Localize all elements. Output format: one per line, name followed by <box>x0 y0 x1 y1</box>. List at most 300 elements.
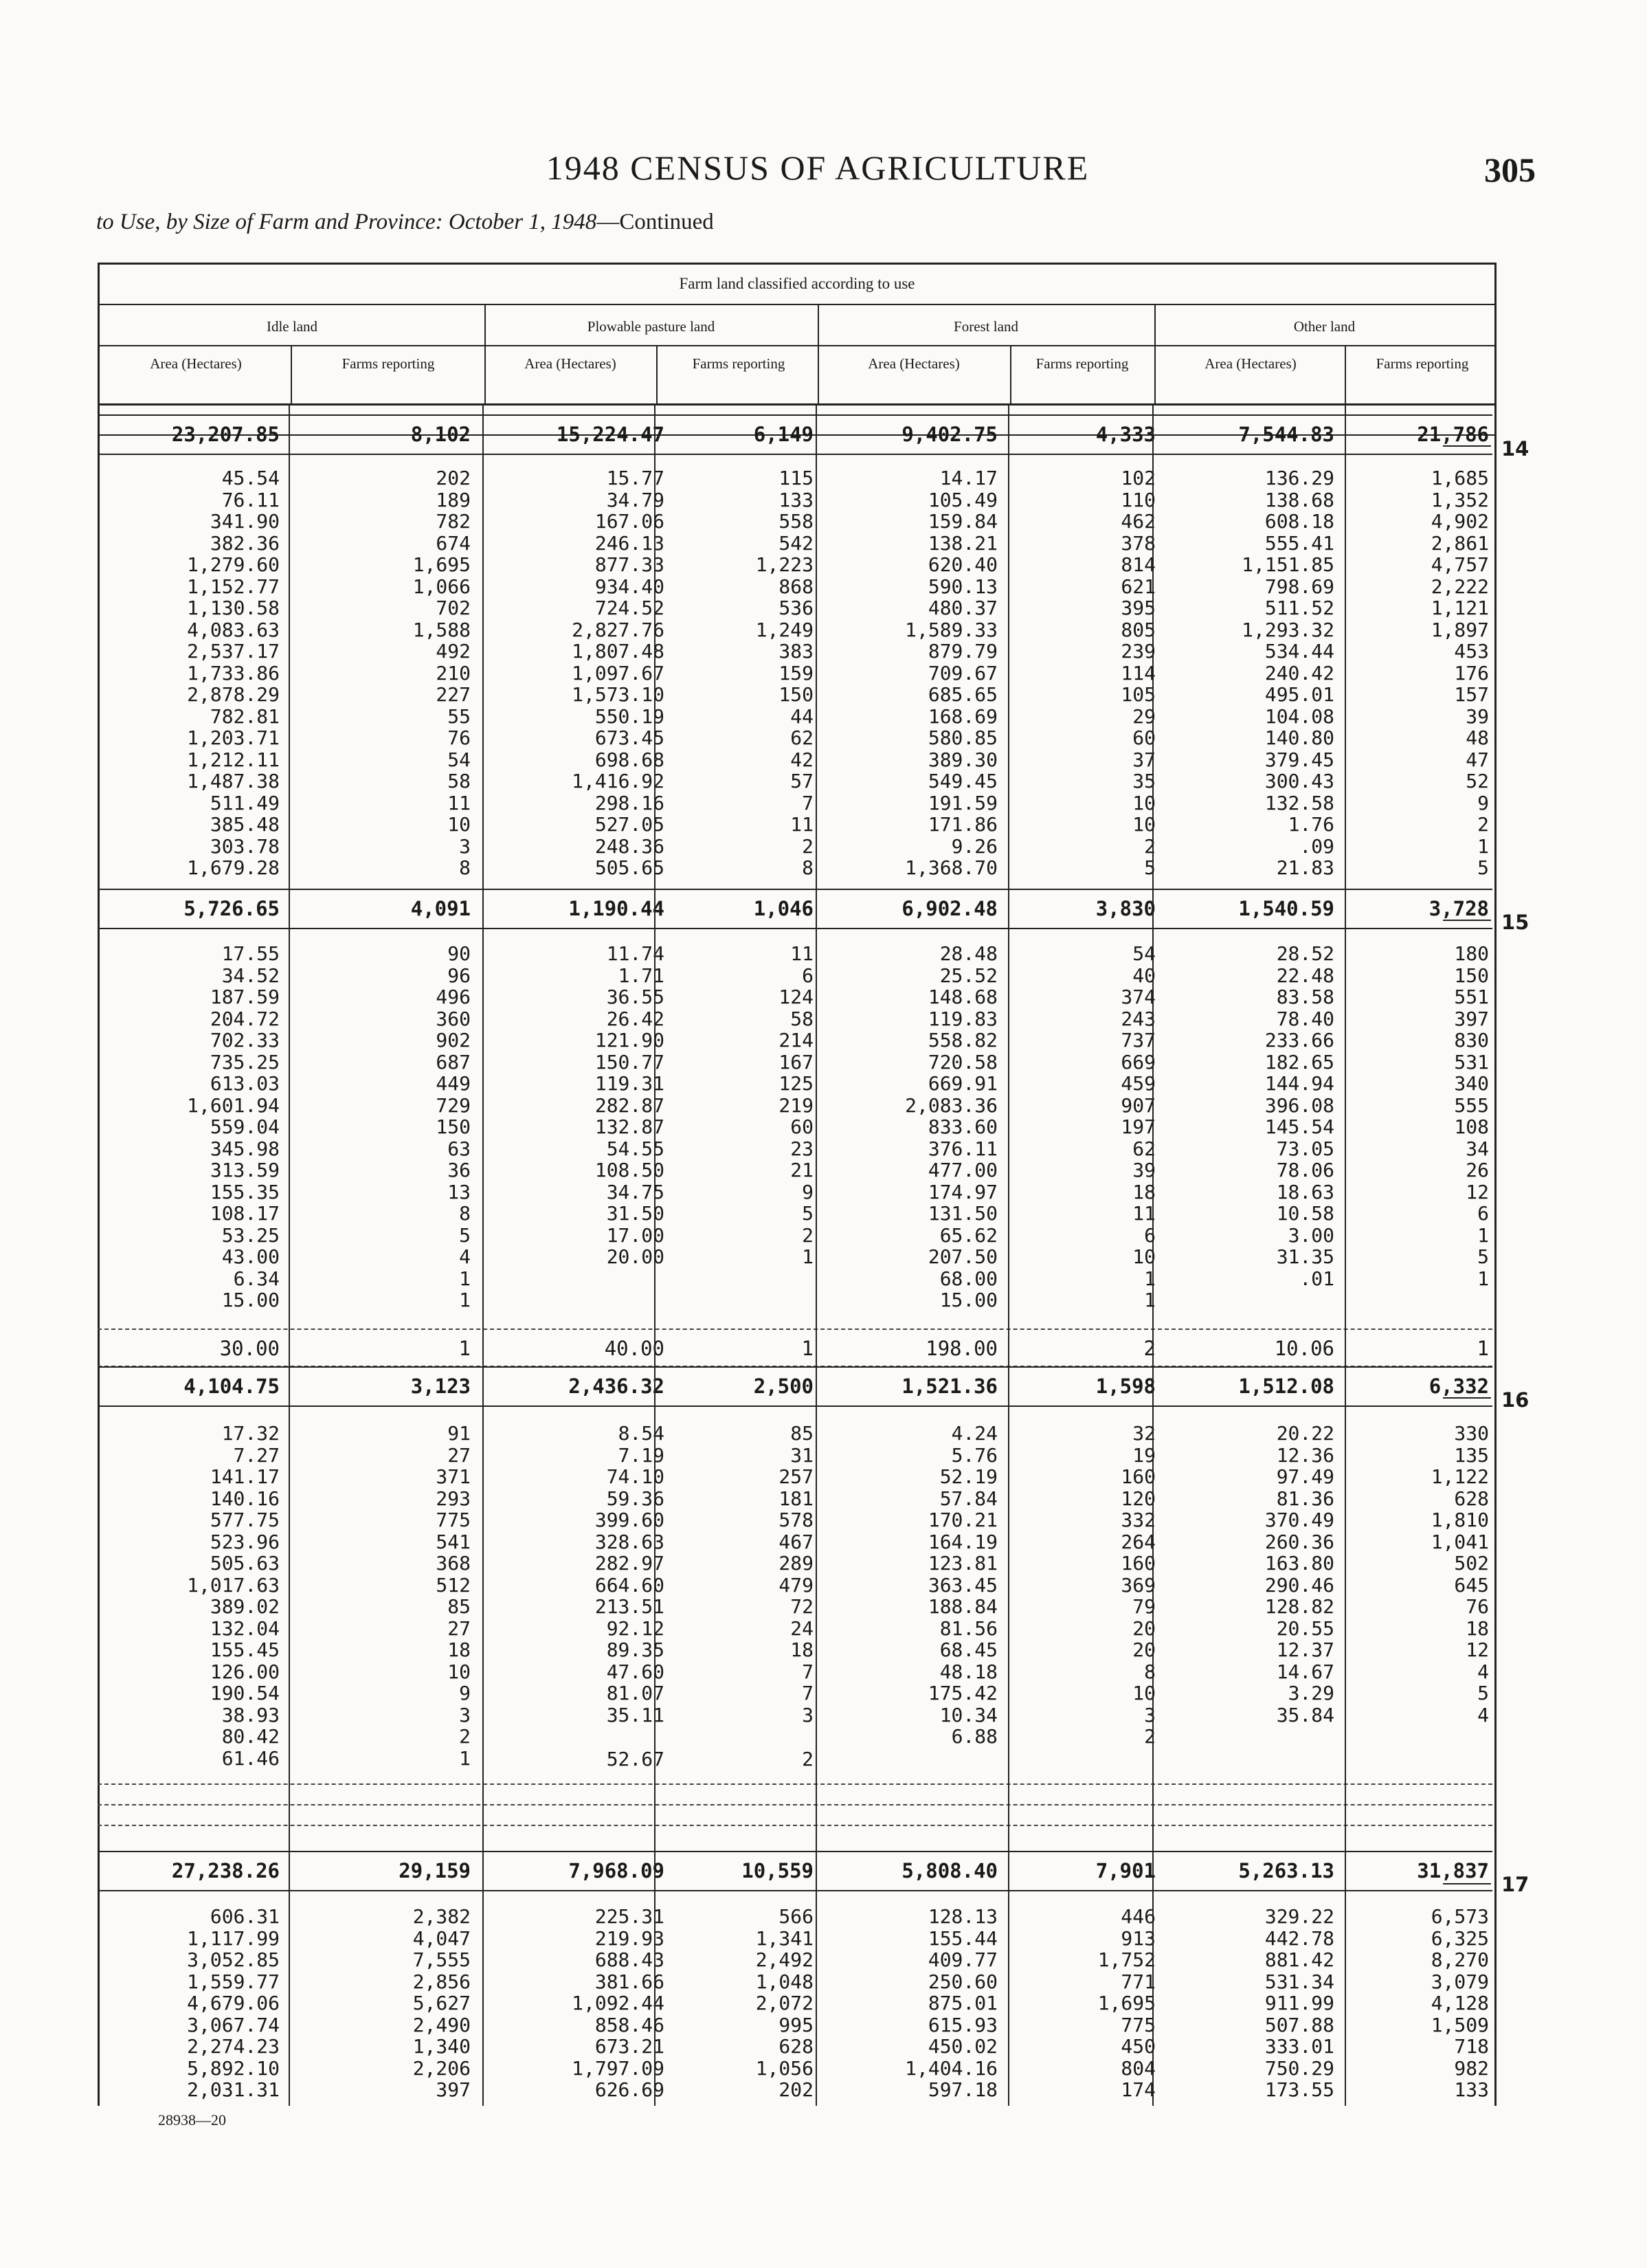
table-cell: 669.91 <box>928 1072 998 1095</box>
table-cell: 1,212.11 <box>187 748 280 771</box>
table-cell: 620.40 <box>928 553 998 576</box>
total-forest-area-section-16: 1,521.36 <box>901 1375 998 1398</box>
row-number: 17 <box>1501 1873 1530 1896</box>
table-cell: 1,092.44 <box>572 1992 664 2014</box>
table-cell: 1,487.38 <box>187 770 280 792</box>
column-forest-farms <box>1015 1906 1156 2101</box>
table-cell: 58 <box>447 770 471 792</box>
table-cell: 34.52 <box>221 964 280 987</box>
table-rule <box>98 928 1492 929</box>
table-cell: 8,270 <box>1431 1948 1489 1971</box>
table-cell: 608.18 <box>1264 510 1334 533</box>
table-cell: 345.98 <box>210 1137 280 1160</box>
table-cell: 34.75 <box>606 1180 664 1203</box>
table-cell: 298.16 <box>594 791 664 814</box>
table-cell: 303.78 <box>210 834 280 858</box>
table-cell: 1,679.28 <box>187 856 280 879</box>
table-cell: 18.63 <box>1276 1180 1334 1203</box>
table-cell: 300.43 <box>1264 770 1334 792</box>
table-cell: 541 <box>436 1530 471 1553</box>
column-forest-area <box>822 1423 998 1748</box>
table-cell: 90 <box>447 942 471 965</box>
table-cell: 374 <box>1121 986 1156 1008</box>
column-idle-area <box>104 467 280 879</box>
table-cell: 5 <box>1144 856 1156 879</box>
table-cell: 20.00 <box>606 1245 664 1268</box>
column-idle-farms <box>295 1906 471 2101</box>
table-cell: 1,097.67 <box>572 661 664 685</box>
table-cell: 182.65 <box>1264 1050 1334 1074</box>
table-cell: 61.46 <box>221 1746 280 1770</box>
table-cell: 775 <box>436 1509 471 1531</box>
table-cell: 549.45 <box>928 770 998 792</box>
footer-code: 28938—20 <box>158 2111 226 2128</box>
column-forest-farms <box>1015 943 1156 1311</box>
table-cell: 243 <box>1121 1007 1156 1030</box>
table-rule <box>98 1851 1492 1852</box>
table-cell: 881.42 <box>1264 1948 1334 1971</box>
table-cell: 449 <box>436 1072 471 1095</box>
total-forest-farms-section-15: 3,830 <box>1095 897 1156 920</box>
table-cell: 381.66 <box>594 1970 664 1993</box>
table-cell: 512 <box>436 1573 471 1597</box>
table-cell: 11 <box>447 791 471 814</box>
table-cell: 2,072 <box>755 1992 814 2014</box>
table-cell: 48 <box>1466 726 1489 749</box>
table-cell: 19 <box>1132 1443 1156 1467</box>
table-cell: 477.00 <box>928 1159 998 1181</box>
table-cell: 32 <box>1132 1422 1156 1445</box>
table-cell: 669 <box>1121 1050 1156 1074</box>
row-marker <box>1443 1397 1491 1399</box>
table-cell: 737 <box>1121 1029 1156 1052</box>
column-rule <box>482 403 484 2106</box>
table-cell: 96 <box>447 964 471 987</box>
table-cell: 2,083.36 <box>905 1093 998 1117</box>
row-number: 16 <box>1501 1388 1530 1412</box>
super-header: Farm land classified according to use <box>679 275 915 292</box>
table-cell: 527.05 <box>594 813 664 836</box>
table-cell: 621 <box>1121 575 1156 598</box>
table-cell: 5 <box>1477 1245 1489 1268</box>
table-cell: 22.48 <box>1276 964 1334 987</box>
table-rule <box>98 1804 1492 1805</box>
table-cell: 376.11 <box>928 1137 998 1160</box>
table-cell: 1,279.60 <box>187 553 280 576</box>
table-cell: 1,807.48 <box>572 640 664 663</box>
total-plowable-farms-section-15: 1,046 <box>753 897 814 920</box>
table-cell: 181 <box>778 1487 814 1510</box>
column-plowable-area <box>489 943 664 1268</box>
column-rule <box>1152 403 1154 2106</box>
table-cell: 47.60 <box>606 1660 664 1683</box>
table-cell: 558.82 <box>928 1029 998 1052</box>
table-cell: 160 <box>1121 1465 1156 1488</box>
table-cell: 814 <box>1121 553 1156 576</box>
table-cell: 1,416.92 <box>572 770 664 792</box>
table-cell: 606.31 <box>210 1905 280 1928</box>
column-other-farms <box>1352 1906 1489 2101</box>
table-cell: 289 <box>778 1552 814 1575</box>
table-cell: 626.69 <box>594 2078 664 2101</box>
column-plowable-farms <box>661 1906 814 2101</box>
table-cell: 18 <box>790 1638 814 1661</box>
group-header-plowable-pasture: Plowable pasture land <box>587 318 715 335</box>
table-cell: 20.22 <box>1276 1422 1334 1445</box>
table-cell: 735.25 <box>210 1050 280 1074</box>
table-cell: 54.55 <box>606 1137 664 1160</box>
table-cell: 5,627 <box>412 1992 471 2014</box>
table-cell: 35.11 <box>606 1703 664 1726</box>
table-cell: 246.13 <box>594 531 664 555</box>
table-cell: 7,555 <box>412 1948 471 1971</box>
total-other-farms-section-15: 3,728 <box>1428 897 1489 920</box>
table-cell: 260.36 <box>1264 1530 1334 1553</box>
table-cell: 21 <box>790 1159 814 1181</box>
row-marker <box>1443 920 1491 921</box>
table-cell: 1 <box>1477 834 1489 858</box>
table-cell: 2,861 <box>1431 531 1489 555</box>
table-cell: 197 <box>1121 1115 1156 1138</box>
table-cell: 1,249 <box>755 618 814 641</box>
table-cell: 191.59 <box>928 791 998 814</box>
table-cell: 76.11 <box>221 488 280 511</box>
table-cell: 171.86 <box>928 813 998 836</box>
table-cell: 5,892.10 <box>187 2056 280 2080</box>
table-cell: 174.97 <box>928 1180 998 1203</box>
table-cell: 15.77 <box>606 467 664 489</box>
table-cell: 15.00 <box>221 1289 280 1311</box>
table-cell: 1,117.99 <box>187 1926 280 1950</box>
table-cell: 133 <box>1454 2078 1489 2101</box>
col-header-other-area: Area (Hectares) <box>1205 355 1297 372</box>
table-cell: 450.02 <box>928 2035 998 2058</box>
table-cell: 62 <box>790 726 814 749</box>
extra-row-cell: 2 <box>1143 1337 1156 1360</box>
table-cell: 2,827.76 <box>572 618 664 641</box>
table-cell: 1,509 <box>1431 2013 1489 2036</box>
table-rule <box>98 1366 1492 1368</box>
table-cell: 495.01 <box>1264 683 1334 706</box>
table-cell: 81.36 <box>1276 1487 1334 1510</box>
col-header-plowable-farms: Farms reporting <box>692 355 785 372</box>
table-cell: 164.19 <box>928 1530 998 1553</box>
column-rule <box>289 403 290 2106</box>
table-cell: 233.66 <box>1264 1029 1334 1052</box>
total-idle-farms-section-14: 8,102 <box>410 423 471 446</box>
table-cell: 105 <box>1121 683 1156 706</box>
table-cell: 15.00 <box>939 1289 998 1311</box>
table-cell: 108.17 <box>210 1202 280 1225</box>
table-cell: 28.48 <box>939 942 998 965</box>
total-plowable-area-section-16: 2,436.32 <box>568 1375 664 1398</box>
table-cell: 480.37 <box>928 597 998 619</box>
table-cell: 369 <box>1121 1573 1156 1597</box>
table-cell: 21.83 <box>1276 856 1334 879</box>
table-cell: 397 <box>1454 1007 1489 1030</box>
table-cell: 590.13 <box>928 575 998 598</box>
table-cell: 173.55 <box>1264 2078 1334 2101</box>
table-cell: 150 <box>1454 964 1489 987</box>
table-cell: 11 <box>1132 1202 1156 1225</box>
total-other-area-section-15: 1,540.59 <box>1238 897 1334 920</box>
column-other-area <box>1159 467 1334 879</box>
table-cell: 9 <box>1477 791 1489 814</box>
table-cell: 1 <box>459 1289 471 1311</box>
table-rule <box>98 1405 1492 1407</box>
table-cell: 628 <box>778 2035 814 2058</box>
table-cell: 383 <box>778 640 814 663</box>
table-cell: 13 <box>447 1180 471 1203</box>
table-cell: 3 <box>1144 1703 1156 1726</box>
column-forest-farms <box>1015 467 1156 879</box>
row-number: 14 <box>1501 437 1530 460</box>
table-cell: 144.94 <box>1264 1072 1334 1095</box>
table-cell: 214 <box>778 1029 814 1052</box>
table-cell: 155.45 <box>210 1638 280 1661</box>
table-cell: 17.00 <box>606 1223 664 1247</box>
table-cell: 282.87 <box>594 1093 664 1117</box>
table-cell: 145.54 <box>1264 1115 1334 1138</box>
column-plowable-farms <box>661 943 814 1268</box>
table-cell: 131.50 <box>928 1202 998 1225</box>
table-cell: 79 <box>1132 1595 1156 1618</box>
table-cell: 1,352 <box>1431 488 1489 511</box>
table-rule <box>98 454 1492 455</box>
total-forest-farms-section-14: 4,333 <box>1095 423 1156 446</box>
table-cell: 2 <box>459 1725 471 1748</box>
table-cell: 138.21 <box>928 531 998 555</box>
table-cell: 397 <box>436 2078 471 2101</box>
table-cell: 1,752 <box>1097 1948 1156 1971</box>
table-cell: 1,121 <box>1431 597 1489 619</box>
table-cell: 6,573 <box>1431 1905 1489 1928</box>
table-cell: 1 <box>459 1267 471 1290</box>
table-cell: 4,902 <box>1431 510 1489 533</box>
column-forest-area <box>822 467 998 879</box>
table-cell: 29 <box>1132 704 1156 728</box>
column-idle-area <box>104 943 280 1311</box>
column-idle-area <box>104 1423 280 1769</box>
table-cell: 531 <box>1454 1050 1489 1074</box>
table-cell: 8 <box>802 856 814 879</box>
col-header-idle-farms: Farms reporting <box>341 355 435 372</box>
table-cell: 76 <box>1466 1595 1489 1618</box>
table-cell: 1.71 <box>618 964 664 987</box>
col-header-plowable-area: Area (Hectares) <box>524 355 616 372</box>
table-cell: 858.46 <box>594 2013 664 2036</box>
table-cell: 27 <box>447 1616 471 1640</box>
column-other-farms <box>1352 1423 1489 1726</box>
table-cell: 313.59 <box>210 1159 280 1181</box>
table-cell: 6.34 <box>233 1267 280 1290</box>
table-cell: 453 <box>1454 640 1489 663</box>
table-cell: 54 <box>447 748 471 771</box>
total-plowable-farms-section-14: 6,149 <box>753 423 814 446</box>
table-cell: 175.42 <box>928 1682 998 1704</box>
table-cell: 673.45 <box>594 726 664 749</box>
table-cell: 257 <box>778 1465 814 1488</box>
table-cell: 2,537.17 <box>187 640 280 663</box>
table-cell: 39 <box>1466 704 1489 728</box>
table-cell: 502 <box>1454 1552 1489 1575</box>
table-cell: 1 <box>1144 1267 1156 1290</box>
table-cell: 1,203.71 <box>187 726 280 749</box>
table-cell: 2,856 <box>412 1970 471 1993</box>
table-cell: 12.36 <box>1276 1443 1334 1467</box>
table-cell: 389.02 <box>210 1595 280 1618</box>
table-rule <box>98 1825 1492 1826</box>
table-cell: 40 <box>1132 964 1156 987</box>
row-marker <box>1443 1883 1491 1885</box>
table-cell: 155.44 <box>928 1926 998 1950</box>
table-cell: 17.32 <box>221 1422 280 1445</box>
table-cell: 496 <box>436 986 471 1008</box>
table-cell: 20 <box>1132 1616 1156 1640</box>
total-idle-farms-section-15: 4,091 <box>410 897 471 920</box>
table-cell: 1,589.33 <box>905 618 998 641</box>
total-other-farms-section-16: 6,332 <box>1428 1375 1489 1398</box>
table-cell: 54 <box>1132 942 1156 965</box>
table-cell: 10 <box>1132 813 1156 836</box>
table-cell: 3 <box>459 834 471 858</box>
table-cell: 180 <box>1454 942 1489 965</box>
table-cell: 555.41 <box>1264 531 1334 555</box>
column-idle-farms <box>295 1423 471 1769</box>
table-cell: 34 <box>1466 1137 1489 1160</box>
total-plowable-farms-section-17: 10,559 <box>741 1859 814 1882</box>
subtitle-continued: —Continued <box>596 210 714 234</box>
total-idle-farms-section-17: 29,159 <box>399 1859 471 1882</box>
table-cell: 108.50 <box>594 1159 664 1181</box>
table-cell: 1,559.77 <box>187 1970 280 1993</box>
total-forest-area-section-15: 6,902.48 <box>901 897 998 920</box>
table-cell: 2 <box>1144 1725 1156 1748</box>
table-cell: 709.67 <box>928 661 998 685</box>
table-cell: 202 <box>436 467 471 489</box>
column-plowable-farms <box>661 1423 814 1726</box>
table-cell: 6 <box>1144 1223 1156 1247</box>
table-cell: 360 <box>436 1007 471 1030</box>
table-cell: 328.63 <box>594 1530 664 1553</box>
table-cell: 559.04 <box>210 1115 280 1138</box>
table-cell: 330 <box>1454 1422 1489 1445</box>
table-cell: 83.58 <box>1276 986 1334 1008</box>
table-cell: 78.40 <box>1276 1007 1334 1030</box>
table-cell: 219 <box>778 1093 814 1117</box>
table-cell: 202 <box>778 2078 814 2101</box>
table-cell: 724.52 <box>594 597 664 619</box>
column-rule <box>816 403 817 2106</box>
table-cell: 1,122 <box>1431 1465 1489 1488</box>
table-cell: .01 <box>1299 1267 1334 1290</box>
table-cell: 729 <box>436 1093 471 1117</box>
total-idle-area-section-14: 23,207.85 <box>171 423 280 446</box>
table-cell: 399.60 <box>594 1509 664 1531</box>
table-cell: 176 <box>1454 661 1489 685</box>
table-cell: 1,404.16 <box>905 2056 998 2080</box>
table-cell: 542 <box>778 531 814 555</box>
table-cell: 34.79 <box>606 488 664 511</box>
table-cell: 4 <box>1477 1660 1489 1683</box>
column-other-area <box>1159 1906 1334 2101</box>
table-cell: 39 <box>1132 1159 1156 1181</box>
table-cell: 9 <box>802 1180 814 1203</box>
table-cell: 1,695 <box>1097 1992 1156 2014</box>
table-cell: 132.04 <box>210 1616 280 1640</box>
column-other-area <box>1159 943 1334 1289</box>
table-cell: 1,151.85 <box>1242 553 1334 576</box>
table-cell: 1,223 <box>755 553 814 576</box>
table-cell: 3.29 <box>1288 1682 1334 1704</box>
table-cell: 4 <box>459 1245 471 1268</box>
table-cell: 12 <box>1466 1638 1489 1661</box>
table-cell: 805 <box>1121 618 1156 641</box>
table-cell: 115 <box>778 467 814 489</box>
table-cell: 1 <box>459 1746 471 1770</box>
table-cell: 830 <box>1454 1029 1489 1052</box>
table-cell: 2,382 <box>412 1905 471 1928</box>
table-cell: 227 <box>436 683 471 706</box>
table-cell: 20 <box>1132 1638 1156 1661</box>
table-cell: 2,206 <box>412 2056 471 2080</box>
table-cell: 5 <box>459 1223 471 1247</box>
table-cell: 467 <box>778 1530 814 1553</box>
column-plowable-area <box>489 467 664 879</box>
table-cell: 1,797.09 <box>572 2056 664 2080</box>
table-cell: 2,274.23 <box>187 2035 280 2058</box>
table-cell: 121.90 <box>594 1029 664 1052</box>
table-cell: 673.21 <box>594 2035 664 2058</box>
table-cell: 119.83 <box>928 1007 998 1030</box>
table-cell: 5 <box>1477 1682 1489 1704</box>
table-cell: 8.54 <box>618 1422 664 1445</box>
table-cell: 18 <box>447 1638 471 1661</box>
table-cell: 92.12 <box>606 1616 664 1640</box>
table-cell: 1.76 <box>1288 813 1334 836</box>
table-cell: 615.93 <box>928 2013 998 2036</box>
table-rule <box>98 1890 1492 1891</box>
table-cell: 913 <box>1121 1926 1156 1950</box>
table-cell: 7 <box>802 791 814 814</box>
table-cell: 523.96 <box>210 1530 280 1553</box>
table-cell: 555 <box>1454 1093 1489 1117</box>
table-cell: 2,490 <box>412 2013 471 2036</box>
table-cell: 18 <box>1132 1180 1156 1203</box>
table-cell: 9.26 <box>951 834 998 858</box>
table-cell: 702.33 <box>210 1029 280 1052</box>
table-cell: 5 <box>802 1202 814 1225</box>
table-cell: 1,695 <box>412 553 471 576</box>
column-plowable-farms <box>661 467 814 879</box>
table-cell: 18 <box>1466 1616 1489 1640</box>
table-cell: 11 <box>790 813 814 836</box>
table-cell: 57 <box>790 770 814 792</box>
table-cell: 45.54 <box>221 467 280 489</box>
table-cell: .09 <box>1299 834 1334 858</box>
table-cell: 688.43 <box>594 1948 664 1971</box>
table-cell: 138.68 <box>1264 488 1334 511</box>
table-cell: 85 <box>790 1422 814 1445</box>
table-cell: 775 <box>1121 2013 1156 2036</box>
table-cell: 566 <box>778 1905 814 1928</box>
table-cell: 213.51 <box>594 1595 664 1618</box>
extra-row-cell: 30.00 <box>219 1337 280 1360</box>
table-cell: 55 <box>447 704 471 728</box>
table-cell: 720.58 <box>928 1050 998 1074</box>
table-cell: 597.18 <box>928 2078 998 2101</box>
table-cell: 750.29 <box>1264 2056 1334 2080</box>
